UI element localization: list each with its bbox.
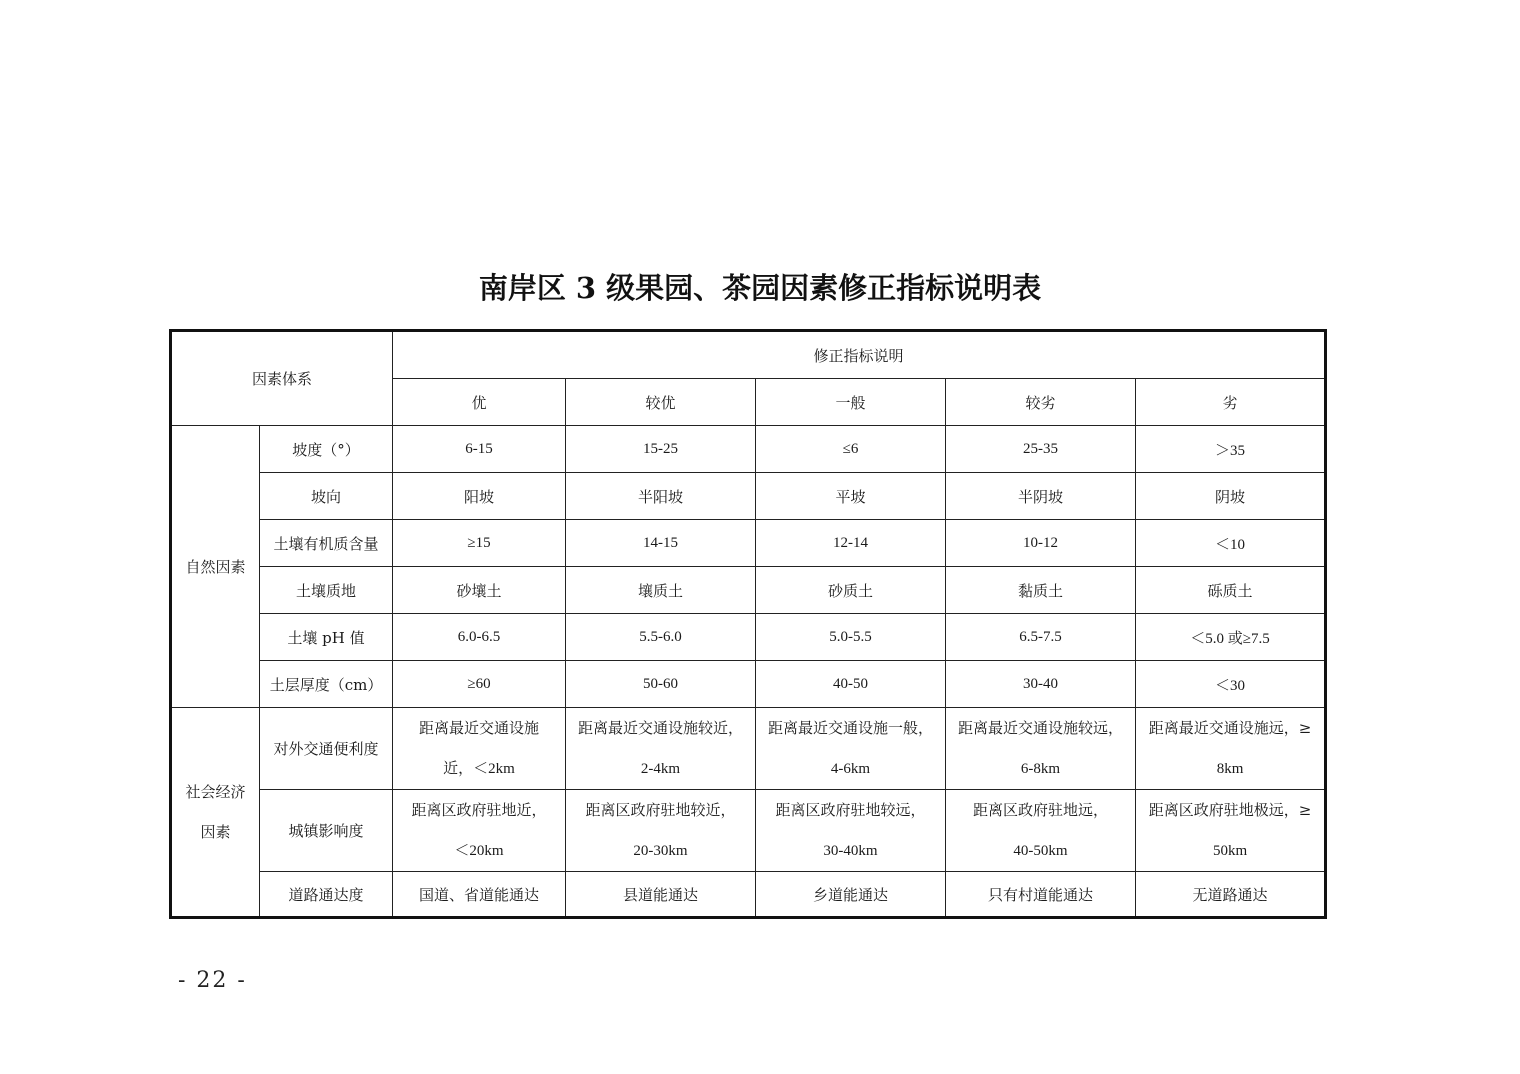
table-cell: ≤6 xyxy=(756,426,946,473)
table-cell: 半阳坡 xyxy=(566,473,756,520)
table-cell: 距离最近交通设施远，≥ 8km xyxy=(1136,708,1326,790)
table-cell: 壤质土 xyxy=(566,567,756,614)
group-label-socioeconomic xyxy=(171,708,260,918)
table-cell: 10-12 xyxy=(946,520,1136,567)
factor-label: 城镇影响度 xyxy=(260,790,393,872)
grade-header: 劣 xyxy=(1136,379,1326,426)
table-cell: 无道路通达 xyxy=(1136,872,1326,918)
table-cell: 距离区政府驻地远， 40-50km xyxy=(946,790,1136,872)
table-cell: 阴坡 xyxy=(1136,473,1326,520)
grade-header: 一般 xyxy=(756,379,946,426)
group-label-line: 因素 xyxy=(200,823,231,841)
table-row xyxy=(171,473,1326,520)
table-cell: 距离区政府驻地极远，≥ 50km xyxy=(1136,790,1326,872)
factor-label: 对外交通便利度 xyxy=(260,708,393,790)
table-cell: 乡道能通达 xyxy=(756,872,946,918)
table-row xyxy=(171,520,1326,567)
table-cell: 40-50 xyxy=(756,661,946,708)
table-cell: 距离区政府驻地近， ＜20km xyxy=(393,790,566,872)
factor-label: 坡度（°） xyxy=(260,426,393,473)
table-cell: ≥15 xyxy=(393,520,566,567)
grade-header: 优 xyxy=(393,379,566,426)
table-cell: 5.5-6.0 xyxy=(566,614,756,661)
table-cell: 6.0-6.5 xyxy=(393,614,566,661)
table-row xyxy=(171,426,1326,473)
table-title: 南岸区 3 级果园、茶园因素修正指标说明表 xyxy=(478,271,1042,305)
table-cell: 50-60 xyxy=(566,661,756,708)
group-label-natural: 自然因素 xyxy=(171,426,260,708)
table-cell: 砂壤土 xyxy=(393,567,566,614)
factor-label: 土壤质地 xyxy=(260,567,393,614)
table-cell: ＞35 xyxy=(1136,426,1326,473)
table-cell: 6-15 xyxy=(393,426,566,473)
table-cell: ＜10 xyxy=(1136,520,1326,567)
grade-header: 较优 xyxy=(566,379,756,426)
table-cell: 距离区政府驻地较近， 20-30km xyxy=(566,790,756,872)
factor-label: 坡向 xyxy=(260,473,393,520)
table-cell: 砂质土 xyxy=(756,567,946,614)
table-row xyxy=(171,872,1326,918)
grade-header: 较劣 xyxy=(946,379,1136,426)
table-cell: ＜30 xyxy=(1136,661,1326,708)
table-cell: 平坡 xyxy=(756,473,946,520)
table-cell: 阳坡 xyxy=(393,473,566,520)
factor-label: 土壤有机质含量 xyxy=(260,520,393,567)
table-cell: 砾质土 xyxy=(1136,567,1326,614)
table-cell: 距离最近交通设施一般， 4-6km xyxy=(756,708,946,790)
table-cell: 25-35 xyxy=(946,426,1136,473)
table-cell: 距离区政府驻地较远， 30-40km xyxy=(756,790,946,872)
table-cell: 15-25 xyxy=(566,426,756,473)
table-cell: 黏质土 xyxy=(946,567,1136,614)
correction-index-table xyxy=(169,329,1327,919)
table-cell: 12-14 xyxy=(756,520,946,567)
factor-label: 土层厚度（cm） xyxy=(260,661,393,708)
table-cell: 只有村道能通达 xyxy=(946,872,1136,918)
table-cell: 半阴坡 xyxy=(946,473,1136,520)
index-header: 修正指标说明 xyxy=(393,331,1326,379)
table-row xyxy=(171,661,1326,708)
table-cell: 5.0-5.5 xyxy=(756,614,946,661)
factor-label: 道路通达度 xyxy=(260,872,393,918)
table-cell: 距离最近交通设施较远， 6-8km xyxy=(946,708,1136,790)
table-row xyxy=(171,567,1326,614)
table-row xyxy=(171,614,1326,661)
table-cell: 14-15 xyxy=(566,520,756,567)
table-cell: ＜5.0 或≥7.5 xyxy=(1136,614,1326,661)
page-number: - 22 - xyxy=(178,968,247,993)
table-cell: 国道、省道能通达 xyxy=(393,872,566,918)
table-cell: ≥60 xyxy=(393,661,566,708)
table-row xyxy=(171,708,1326,790)
table-cell: 距离最近交通设施较近， 2-4km xyxy=(566,708,756,790)
table-row xyxy=(171,790,1326,872)
table-cell: 县道能通达 xyxy=(566,872,756,918)
table-cell: 30-40 xyxy=(946,661,1136,708)
group-label-line: 社会经济 xyxy=(185,783,246,801)
table-cell: 距离最近交通设施 近，＜2km xyxy=(393,708,566,790)
factor-label: 土壤 pH 值 xyxy=(260,614,393,661)
table-cell: 6.5-7.5 xyxy=(946,614,1136,661)
factor-system-header: 因素体系 xyxy=(171,331,393,426)
